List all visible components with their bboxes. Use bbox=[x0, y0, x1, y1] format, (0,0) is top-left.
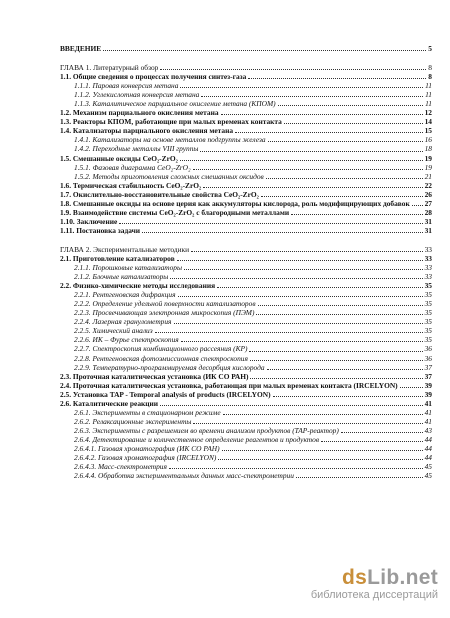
toc-entry-title: 2.2.9. Температурно-программируемая десорбция кислорода bbox=[74, 362, 265, 372]
toc-entry-page: 35 bbox=[424, 299, 432, 309]
toc-entry-page: 11 bbox=[425, 90, 432, 100]
toc-entry[interactable] bbox=[60, 108, 432, 117]
dot-leader bbox=[142, 232, 423, 233]
toc-entry[interactable] bbox=[60, 354, 432, 363]
dot-leader bbox=[296, 477, 423, 478]
toc-entry[interactable] bbox=[60, 417, 432, 426]
dot-leader bbox=[180, 87, 423, 88]
toc-entry[interactable] bbox=[60, 344, 432, 353]
dot-leader bbox=[170, 278, 422, 279]
dot-leader bbox=[155, 332, 423, 333]
toc-entry-page: 12 bbox=[424, 108, 432, 118]
toc-entry-page: 27 bbox=[424, 198, 432, 208]
toc-entry-title: 2.1.1. Порошковые катализаторы bbox=[74, 263, 183, 273]
toc-entry-page: 16 bbox=[424, 135, 432, 145]
toc-entry-title: 1.1.3. Каталитическое парциальное окисление метана (КПОМ) bbox=[74, 99, 276, 109]
dot-leader bbox=[180, 160, 423, 161]
toc-entry-title: 1.11. Постановка задачи bbox=[60, 225, 141, 235]
dot-leader bbox=[160, 69, 426, 70]
toc-entry-title: 2.2.8. Рентгеновская фотоэмиссионная спектроскопия bbox=[74, 353, 248, 363]
toc-entry-title: 1.7. Окислительно-восстановительные свойства CeO₂-ZrO₂ bbox=[60, 189, 259, 199]
toc-entry-title: 2.6.4.2. Газовая хроматография (IRCELYON) bbox=[74, 453, 217, 463]
dot-leader bbox=[278, 105, 424, 106]
toc-entry-title: 2.6.3. Эксперименты с разрешением во времени анализом продуктов (TAP-реактор) bbox=[74, 425, 339, 435]
toc-entry[interactable] bbox=[60, 372, 432, 381]
toc-entry-page: 44 bbox=[424, 434, 432, 444]
dot-leader bbox=[223, 414, 423, 415]
toc-entry-page: 35 bbox=[424, 290, 432, 300]
toc-entry-page: 33 bbox=[424, 253, 432, 263]
chapter-title: ГЛАВА 2. Экспериментальные методики bbox=[60, 244, 190, 254]
toc-entry[interactable] bbox=[60, 117, 432, 126]
dot-leader bbox=[193, 169, 423, 170]
chapter1-group bbox=[60, 63, 432, 235]
toc-entry-page: 21 bbox=[424, 171, 432, 181]
toc-entry-title: 2.2. Физико-химические методы исследования bbox=[60, 281, 216, 291]
toc-entry-title: 2.1.2. Блочные катализаторы bbox=[74, 272, 169, 282]
toc-entry-page: 28 bbox=[424, 207, 432, 217]
toc-entry-title: 2.1. Приготовление катализаторов bbox=[60, 253, 175, 263]
toc-entry-page: 35 bbox=[424, 317, 432, 327]
toc-entry-page: 41 bbox=[424, 407, 432, 417]
toc-entry[interactable] bbox=[60, 462, 432, 471]
toc-entry[interactable] bbox=[60, 299, 432, 308]
toc-entry-title: 2.6.4.3. Масс-спектрометрия bbox=[74, 462, 167, 472]
toc-entry-page: 44 bbox=[424, 443, 432, 453]
toc-entry-title: 1.1.2. Углекислотная конверсия метана bbox=[74, 90, 200, 100]
dot-leader bbox=[174, 323, 423, 324]
toc-entry-page: 35 bbox=[424, 281, 432, 291]
toc-entry-title: ВВЕДЕНИЕ bbox=[60, 44, 102, 53]
toc-entry-page: 39 bbox=[424, 389, 432, 399]
toc-chapter2-title[interactable] bbox=[60, 245, 432, 254]
toc-entry-title: 2.5. Установка TAP - Temporal analysis of products (IRCELYON) bbox=[60, 389, 271, 399]
toc-entry[interactable] bbox=[60, 199, 432, 208]
dot-leader bbox=[203, 187, 422, 188]
logo-prefix: ds bbox=[341, 566, 368, 589]
toc-entry-page: 11 bbox=[425, 99, 432, 109]
toc-entry-title: 2.2.6. ИК – Фурье спектроскопия bbox=[74, 335, 179, 345]
toc-entry[interactable] bbox=[60, 90, 432, 99]
toc-entry-title: 1.1. Общие сведения о процессах получения синтез-газа bbox=[60, 72, 247, 82]
toc-entry[interactable] bbox=[60, 99, 432, 108]
toc-entry-title: 2.2.5. Химический анализ bbox=[74, 326, 153, 336]
toc-entry[interactable] bbox=[60, 263, 432, 272]
toc-chapter1-title[interactable] bbox=[60, 63, 432, 72]
dot-leader bbox=[341, 432, 423, 433]
chapter-page: 8 bbox=[428, 63, 432, 73]
toc-entry-intro[interactable] bbox=[60, 44, 432, 53]
dot-leader bbox=[193, 423, 422, 424]
toc-entry-title: 1.3. Реакторы КПОМ, работающие при малых временах контакта bbox=[60, 117, 282, 127]
toc-entry[interactable] bbox=[60, 453, 432, 462]
intro-group bbox=[60, 44, 432, 53]
dot-leader bbox=[249, 351, 422, 352]
toc-entry-title: 1.6. Термическая стабильность CeO₂-ZrO₂ bbox=[60, 180, 202, 190]
toc-entry[interactable] bbox=[60, 154, 432, 163]
toc-entry[interactable] bbox=[60, 135, 432, 144]
toc-entry[interactable] bbox=[60, 381, 432, 390]
dot-leader bbox=[222, 450, 423, 451]
toc-entry-page: 35 bbox=[424, 335, 432, 345]
toc-entry-title: 2.6.2. Релаксационные эксперименты bbox=[74, 416, 192, 426]
toc-entry-title: 2.6.1. Эксперименты в стационарном режиме bbox=[74, 407, 221, 417]
chapter-page: 33 bbox=[424, 244, 432, 254]
toc-entry-title: 2.6.4.4. Обработка экспериментальных данных масс-спектрометрии bbox=[74, 471, 294, 481]
toc-entry[interactable] bbox=[60, 72, 432, 81]
dot-leader bbox=[248, 78, 426, 79]
dot-leader bbox=[400, 387, 423, 388]
dot-leader bbox=[221, 114, 423, 115]
chapter2-group bbox=[60, 245, 432, 480]
dot-leader bbox=[258, 305, 423, 306]
toc-entry-page: 35 bbox=[424, 308, 432, 318]
chapter2-items bbox=[60, 254, 432, 480]
toc-entry-page: 22 bbox=[424, 180, 432, 190]
toc-entry-title: 1.4.2. Переходные металлы VIII группы bbox=[74, 144, 199, 154]
dot-leader bbox=[235, 132, 423, 133]
dot-leader bbox=[181, 341, 423, 342]
watermark bbox=[311, 567, 438, 602]
toc-entry[interactable] bbox=[60, 290, 432, 299]
toc-entry-title: 1.1.1. Паровая конверсия метана bbox=[74, 81, 179, 91]
toc-entry[interactable] bbox=[60, 408, 432, 417]
toc-entry-page: 36 bbox=[424, 344, 432, 354]
toc-entry-page: 33 bbox=[424, 272, 432, 282]
toc-entry-page: 15 bbox=[424, 126, 432, 136]
toc-entry[interactable] bbox=[60, 181, 432, 190]
toc-entry-page: 31 bbox=[424, 225, 432, 235]
toc-entry[interactable] bbox=[60, 471, 432, 480]
toc-entry-title: 1.4.1. Катализаторы на основе металлов подгруппы железа bbox=[74, 135, 266, 145]
toc-entry-title: 2.2.2. Определение удельной поверхности катализаторов bbox=[74, 299, 256, 309]
toc-entry[interactable] bbox=[60, 444, 432, 453]
toc-entry[interactable] bbox=[60, 390, 432, 399]
toc-entry[interactable] bbox=[60, 317, 432, 326]
toc-entry-title: 1.10. Заключение bbox=[60, 216, 118, 226]
dot-leader bbox=[412, 205, 423, 206]
toc-entry[interactable] bbox=[60, 126, 432, 135]
toc-entry-title: 2.2.3. Просвечивающая электронная микроскопия (ПЭМ) bbox=[74, 308, 255, 318]
toc-entry[interactable] bbox=[60, 281, 432, 290]
dot-leader bbox=[273, 396, 423, 397]
dot-leader bbox=[200, 151, 422, 152]
dot-leader bbox=[177, 260, 423, 261]
dot-leader bbox=[191, 251, 423, 252]
toc-entry[interactable] bbox=[60, 363, 432, 372]
toc-entry-title: 1.8. Смешанные оксиды на основе церия как аккумуляторы кислорода, роль модифицирующих добавок bbox=[60, 198, 410, 208]
toc-entry-title: 1.4. Катализаторы парциального окисления метана bbox=[60, 126, 234, 136]
toc-entry[interactable] bbox=[60, 81, 432, 90]
toc-entry-page: 45 bbox=[424, 471, 432, 481]
toc-entry-title: 2.6.4.1. Газовая хроматография (ИК СО РАН) bbox=[74, 443, 220, 453]
dslib-logo bbox=[311, 567, 438, 589]
toc-entry-page: 36 bbox=[424, 353, 432, 363]
toc-entry-page: 37 bbox=[424, 371, 432, 381]
toc-entry-page: 11 bbox=[425, 81, 432, 91]
toc-entry[interactable] bbox=[60, 172, 432, 181]
toc-entry-page: 18 bbox=[424, 144, 432, 154]
toc-entry-title: 2.2.7. Спектроскопия комбинационного рассеяния (КР) bbox=[74, 344, 248, 354]
toc-entry-page: 35 bbox=[424, 326, 432, 336]
toc-entry-title: 2.2.4. Лазерная гранулометрия bbox=[74, 317, 172, 327]
dot-leader bbox=[261, 196, 423, 197]
dot-leader bbox=[267, 369, 423, 370]
toc-entry-page: 14 bbox=[424, 117, 432, 127]
toc-entry-title: 1.5. Смешанные оксиды CeO₂-ZrO₂ bbox=[60, 153, 178, 163]
toc-entry[interactable] bbox=[60, 226, 432, 235]
toc-entry-page: 37 bbox=[424, 362, 432, 372]
toc-entry[interactable] bbox=[60, 190, 432, 199]
toc-entry-title: 2.2.1. Рентгеновская дифракция bbox=[74, 290, 176, 300]
toc-entry-title: 1.9. Взаимодействие системы CeO₂-ZrO₂ с благородными металлами bbox=[60, 207, 290, 217]
watermark-subtitle: библиотека диссертаций bbox=[310, 589, 438, 601]
toc-entry-page: 44 bbox=[424, 453, 432, 463]
table-of-contents bbox=[60, 44, 432, 490]
dot-leader bbox=[291, 214, 422, 215]
dot-leader bbox=[103, 50, 426, 51]
toc-entry-page: 19 bbox=[424, 162, 432, 172]
dot-leader bbox=[218, 459, 422, 460]
toc-entry-title: 2.3. Проточная каталитическая установка (ИК СО РАН) bbox=[60, 371, 249, 381]
dot-leader bbox=[160, 405, 423, 406]
toc-entry[interactable] bbox=[60, 272, 432, 281]
toc-entry-page: 8 bbox=[428, 72, 432, 82]
toc-entry-title: 2.4. Проточная каталитическая установка, работающая при малых временах контакта (IRCELYON) bbox=[60, 380, 398, 390]
dot-leader bbox=[169, 468, 423, 469]
toc-entry-title: 1.2. Механизм парциального окисления метана bbox=[60, 108, 219, 118]
dot-leader bbox=[250, 360, 423, 361]
dot-leader bbox=[268, 141, 423, 142]
toc-entry[interactable] bbox=[60, 335, 432, 344]
toc-entry-title: 1.5.1. Фазовая диаграмма CeO₂-ZrO₂ bbox=[74, 162, 191, 172]
toc-entry-page: 26 bbox=[424, 189, 432, 199]
dot-leader bbox=[119, 223, 422, 224]
toc-entry[interactable] bbox=[60, 254, 432, 263]
toc-entry-page: 19 bbox=[424, 153, 432, 163]
chapter-title: ГЛАВА 1. Литературный обзор bbox=[60, 63, 159, 73]
toc-entry-page: 5 bbox=[428, 44, 432, 53]
dot-leader bbox=[321, 441, 423, 442]
toc-entry-page: 41 bbox=[424, 416, 432, 426]
dot-leader bbox=[178, 296, 423, 297]
toc-entry-title: 2.6. Каталитические реакции bbox=[60, 398, 159, 408]
toc-entry-page: 39 bbox=[424, 380, 432, 390]
toc-entry[interactable] bbox=[60, 435, 432, 444]
dot-leader bbox=[256, 314, 422, 315]
toc-entry-page: 41 bbox=[424, 398, 432, 408]
toc-entry-title: 1.5.2. Методы приготовления сложных смешанных оксидов bbox=[74, 171, 264, 181]
toc-entry[interactable] bbox=[60, 426, 432, 435]
toc-entry[interactable] bbox=[60, 208, 432, 217]
dot-leader bbox=[284, 123, 423, 124]
toc-entry-title: 2.6.4. Детектирование и количественное определение реагентов и продуктов bbox=[74, 434, 320, 444]
toc-entry[interactable] bbox=[60, 217, 432, 226]
toc-entry[interactable] bbox=[60, 144, 432, 153]
toc-entry[interactable] bbox=[60, 308, 432, 317]
toc-entry-page: 31 bbox=[424, 216, 432, 226]
toc-entry[interactable] bbox=[60, 163, 432, 172]
toc-entry-page: 43 bbox=[424, 425, 432, 435]
dot-leader bbox=[184, 269, 423, 270]
dot-leader bbox=[266, 178, 423, 179]
toc-entry-page: 33 bbox=[424, 263, 432, 273]
logo-rest: Lib.net bbox=[367, 566, 438, 589]
dot-leader bbox=[201, 96, 423, 97]
toc-entry-page: 45 bbox=[424, 462, 432, 472]
dot-leader bbox=[250, 378, 422, 379]
toc-entry[interactable] bbox=[60, 326, 432, 335]
dot-leader bbox=[217, 287, 423, 288]
chapter1-items bbox=[60, 72, 432, 235]
toc-entry[interactable] bbox=[60, 399, 432, 408]
